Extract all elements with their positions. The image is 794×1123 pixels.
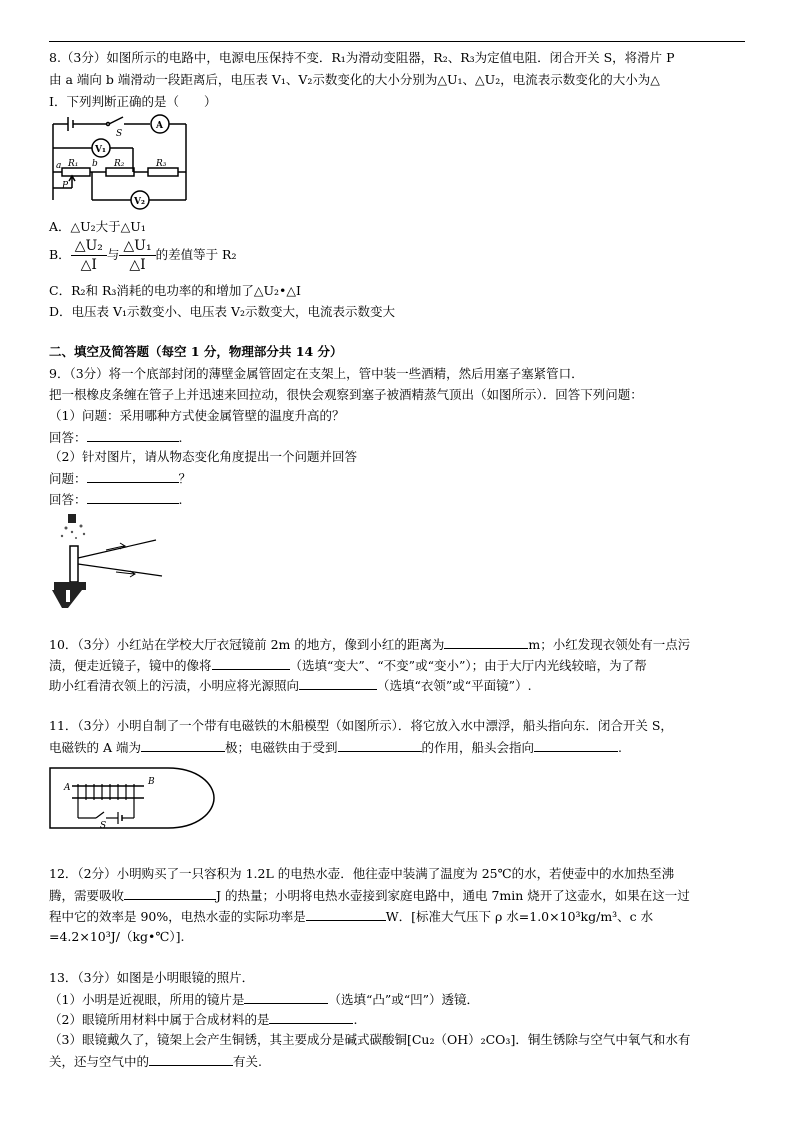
q13-text: 关，还与空气中的 <box>49 1054 150 1069</box>
q13-line5 <box>49 1053 262 1070</box>
q9-answer2-blank[interactable] <box>87 491 179 504</box>
question-mark: ？ <box>178 471 192 486</box>
q8-option-a: A．△U₂大于△U₁ <box>49 219 146 234</box>
q9-ask-row <box>49 470 191 487</box>
circuit-label-b: b <box>92 159 98 169</box>
fraction-denominator: △I <box>129 257 146 273</box>
q9-question2: （2）针对图片，请从物态变化角度提出一个问题并回答 <box>49 449 357 464</box>
q9-ask-blank[interactable] <box>87 470 179 483</box>
q12-line3 <box>49 908 653 925</box>
q8-circuit-diagram <box>48 112 198 214</box>
q13-text: 有关. <box>233 1054 262 1069</box>
q12-blank1[interactable] <box>124 887 216 900</box>
circuit-label-v1: V₁ <box>95 145 106 155</box>
q13-text: . <box>353 1012 358 1027</box>
boat-label-s: S <box>100 821 107 830</box>
q12-text: J 的热量；小明将电热水壶接到家庭电路中，通电 7min 烧开了这壶水，如果在这一过 <box>216 888 690 903</box>
q10-line1 <box>49 636 690 653</box>
q11-line1: 11．（3分）小明自制了一个带有电磁铁的木船模型（如图所示）．将它放入水中漂浮，船头指向东．闭合开关 S， <box>49 718 673 733</box>
fraction-denominator: △I <box>80 257 97 273</box>
q9-line1: 9．（3分）将一个底部封闭的薄壁金属管固定在支架上，管中装一些酒精，然后用塞子塞紧管口． <box>49 366 584 381</box>
circuit-label-r1: R₁ <box>68 159 79 169</box>
q10-line2 <box>49 657 647 674</box>
circuit-label-p: P <box>62 181 69 191</box>
q10-text: 助小红看清衣领上的污渍，小明应将光源照向 <box>49 678 300 693</box>
answer-label: 回答： <box>49 430 87 445</box>
q11-blank3[interactable] <box>534 739 618 752</box>
option-b-prefix: B． <box>49 247 71 262</box>
q12-text: 腾，需要吸收 <box>49 888 125 903</box>
q10-blank1[interactable] <box>444 636 528 649</box>
q11-text: 电磁铁的 A 端为 <box>49 740 141 755</box>
q10-text: （选填“衣领”或“平面镜”）. <box>377 678 532 693</box>
stopper-icon <box>68 514 76 523</box>
period: . <box>178 430 183 445</box>
q11-text: . <box>618 740 622 755</box>
q9-answer1-blank[interactable] <box>87 429 179 442</box>
fraction-numerator: △U₂ <box>71 237 107 256</box>
q13-text: （选填“凸”或“凹”）透镜． <box>328 992 480 1007</box>
q12-line2 <box>49 887 690 904</box>
q9-answer1-row <box>49 429 183 446</box>
q10-line3 <box>49 677 532 694</box>
period: . <box>178 492 183 507</box>
answer-label: 回答： <box>49 492 87 507</box>
q10-text: （选填“变大”、“不变”或“变小”）；由于大厅内光线较暗，为了帮 <box>289 658 647 673</box>
boat-label-a: A <box>64 783 71 793</box>
circuit-label-r3: R₃ <box>156 159 167 169</box>
option-b-mid: 与 <box>106 247 120 262</box>
circuit-label-v2: V₂ <box>134 197 145 207</box>
q10-blank3[interactable] <box>299 677 377 690</box>
q12-text: W．[标准大气压下 ρ 水=1.0×10³kg/m³、c 水 <box>385 909 654 924</box>
q10-text: 渍，便走近镜子，镜中的像将 <box>49 658 212 673</box>
q9-answer2-row <box>49 491 183 508</box>
q10-text: 10．（3分）小红站在学校大厅衣冠镜前 2m 的地方，像到小红的距离为 <box>49 637 445 652</box>
fraction-du2-di <box>71 237 107 274</box>
circuit-label-ammeter: A <box>156 121 163 131</box>
option-b-suffix: 的差值等于 R₂ <box>155 247 237 262</box>
q8-line2: 由 a 端向 b 端滑动一段距离后，电压表 V₁、V₂示数变化的大小分别为△U₁、△U₂，电流表示数变化的大小为△ <box>49 72 660 87</box>
q13-line4: （3）眼镜戴久了，镜架上会产生铜锈，其主要成分是碱式碳酸铜[Cu₂（OH）₂CO₃]．铜生锈除与空气中氧气和水有 <box>49 1032 691 1047</box>
q9-metal-tube-figure <box>46 510 164 610</box>
section-heading: 二、填空及简答题（每空 1 分，物理部分共 14 分） <box>49 344 343 359</box>
q11-blank1[interactable] <box>141 739 225 752</box>
q8-line3: I．下列判断正确的是（ ） <box>49 94 217 109</box>
q10-blank2[interactable] <box>212 657 290 670</box>
q13-line2 <box>49 991 479 1008</box>
q11-text: 极；电磁铁由于受到 <box>224 740 338 755</box>
q11-boat-figure <box>48 766 216 830</box>
circuit-label-a: a <box>56 161 62 171</box>
q10-text: m；小红发现衣领处有一点污 <box>528 637 691 652</box>
q13-line1: 13．（3分）如图是小明眼镜的照片． <box>49 970 255 985</box>
q9-line2: 把一根橡皮条缠在管子上并迅速来回拉动，很快会观察到塞子被酒精蒸气顶出（如图所示）．回答下列问题： <box>49 387 643 402</box>
q8-line1: 8.（3分）如图所示的电路中，电源电压保持不变．R₁为滑动变阻器，R₂、R₃为定值电阻．闭合开关 S，将滑片 P <box>49 50 675 65</box>
q13-blank1[interactable] <box>244 991 328 1004</box>
q13-text: （1）小明是近视眼，所用的镜片是 <box>49 992 245 1007</box>
q8-option-b <box>49 236 236 274</box>
q12-line1: 12．（2分）小明购买了一只容积为 1.2L 的电热水壶．他往壶中装满了温度为 25℃的水，若使壶中的水加热至沸 <box>49 866 675 881</box>
q13-blank2[interactable] <box>269 1011 353 1024</box>
circuit-label-r2: R₂ <box>114 159 125 169</box>
fraction-numerator: △U₁ <box>119 237 155 256</box>
q12-text: 程中它的效率是 90%，电热水壶的实际功率是 <box>49 909 306 924</box>
q13-text: （2）眼镜所用材料中属于合成材料的是 <box>49 1012 270 1027</box>
fraction-du1-di <box>119 237 155 274</box>
q12-line4: =4.2×10³J/（kg•℃）]. <box>49 929 185 944</box>
q8-option-d: D．电压表 V₁示数变小、电压表 V₂示数变大，电流表示数变大 <box>49 304 396 319</box>
circuit-label-s: S <box>116 129 123 139</box>
q11-line2 <box>49 739 622 756</box>
header-rule <box>49 41 745 42</box>
boat-label-b: B <box>148 777 155 787</box>
ask-label: 问题： <box>49 471 87 486</box>
q12-blank2[interactable] <box>306 908 386 921</box>
q9-question1: （1）问题：采用哪种方式使金属管壁的温度升高的？ <box>49 408 345 423</box>
q13-blank3[interactable] <box>149 1053 233 1066</box>
q11-blank2[interactable] <box>338 739 422 752</box>
q13-line3 <box>49 1011 357 1028</box>
q8-option-c: C．R₂和 R₃消耗的电功率的和增加了△U₂•△I <box>49 283 301 298</box>
q11-text: 的作用，船头会指向 <box>421 740 535 755</box>
